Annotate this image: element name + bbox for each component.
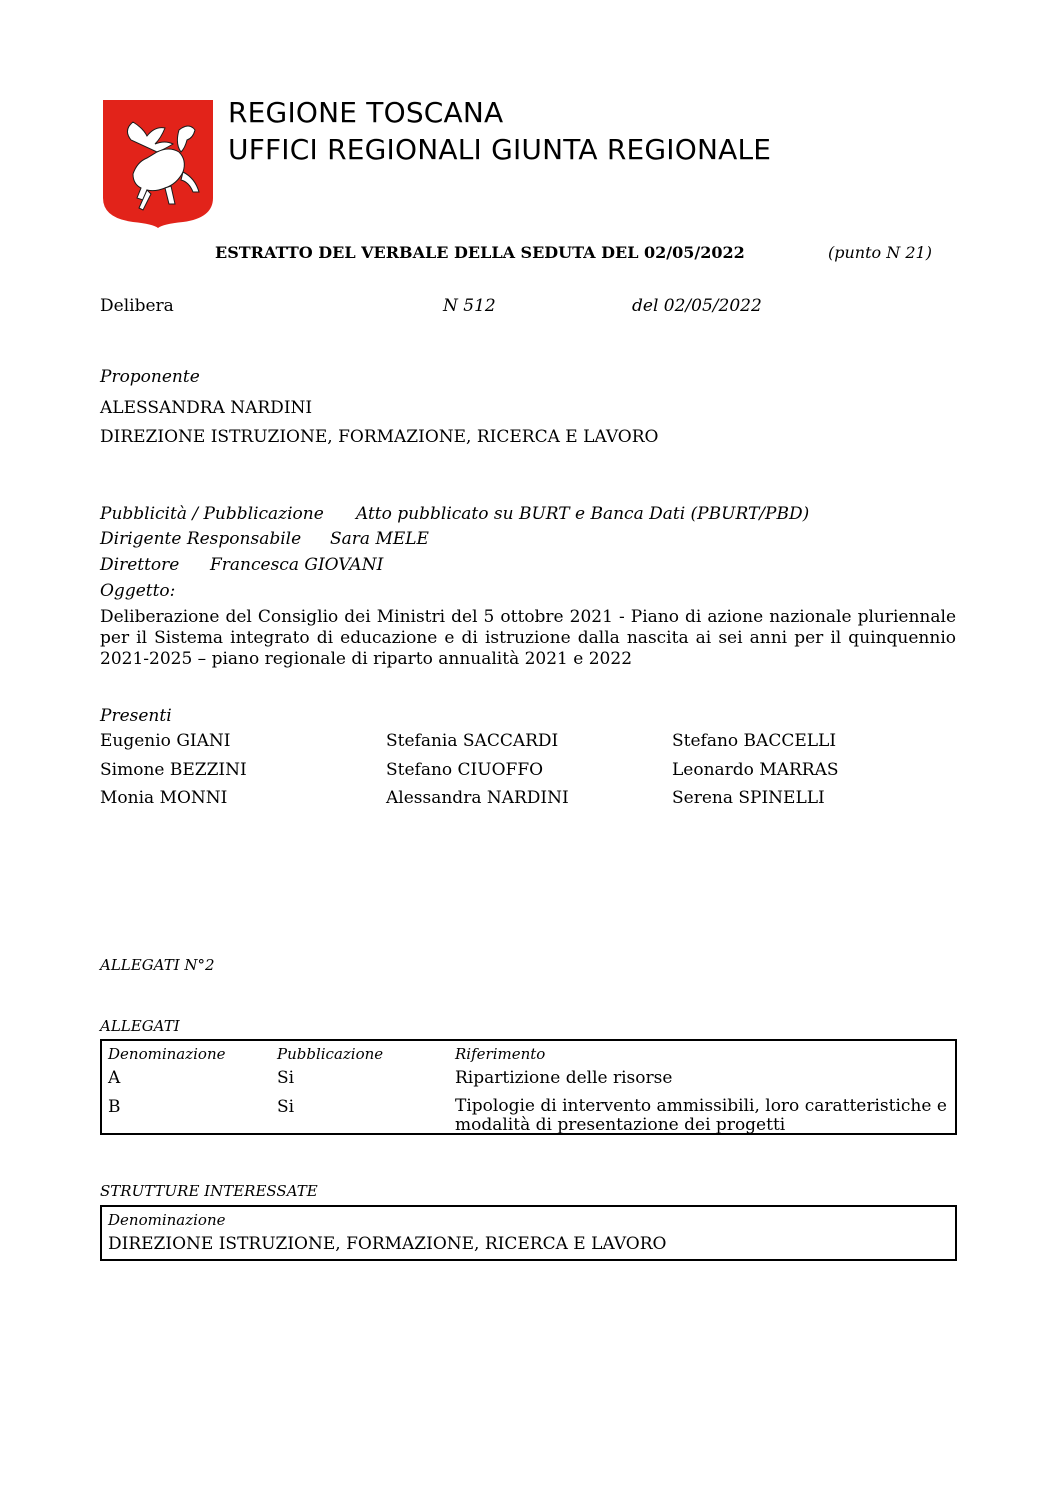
presenti-label: Presenti bbox=[100, 706, 172, 726]
oggetto-text: Deliberazione del Consiglio dei Ministri del 5 ottobre 2021 - Piano di azione nazionale pluriennale per il Sistema integrato di educazione e di istruzione dalla nascita ai sei anni per il quinquennio 2021-2025 – piano regionale di riparto annualità 2021 e 2022 bbox=[100, 607, 956, 669]
oggetto-label: Oggetto: bbox=[100, 581, 176, 601]
presente-name: Simone BEZZINI bbox=[100, 760, 247, 780]
presente-name: Stefania SACCARDI bbox=[386, 731, 559, 751]
header-region: REGIONE TOSCANA bbox=[228, 96, 504, 129]
column-header: Pubblicazione bbox=[277, 1045, 384, 1063]
regione-toscana-logo bbox=[103, 100, 213, 228]
column-header: Denominazione bbox=[108, 1211, 226, 1229]
estratto-title: ESTRATTO DEL VERBALE DELLA SEDUTA DEL 02/05/2022 bbox=[215, 243, 745, 262]
delibera-number: N 512 bbox=[443, 296, 496, 316]
direttore-value: Francesca GIOVANI bbox=[210, 555, 384, 575]
presente-name: Serena SPINELLI bbox=[672, 788, 825, 808]
delibera-label: Delibera bbox=[100, 296, 174, 316]
allegati-table bbox=[100, 1039, 957, 1135]
column-header: Denominazione bbox=[108, 1045, 226, 1063]
dirigente-value: Sara MELE bbox=[330, 529, 429, 549]
allegati-label: ALLEGATI bbox=[100, 1017, 180, 1035]
punto-number: (punto N 21) bbox=[828, 243, 932, 262]
proponente-name: ALESSANDRA NARDINI bbox=[100, 398, 313, 418]
table-cell: DIREZIONE ISTRUZIONE, FORMAZIONE, RICERCA E LAVORO bbox=[108, 1234, 667, 1254]
strutture-label: STRUTTURE INTERESSATE bbox=[100, 1182, 318, 1200]
presente-name: Stefano CIUOFFO bbox=[386, 760, 544, 780]
presente-name: Monia MONNI bbox=[100, 788, 228, 808]
table-cell: Tipologie di intervento ammissibili, loro caratteristiche e modalità di presentazione dei progetti bbox=[455, 1096, 947, 1135]
presente-name: Eugenio GIANI bbox=[100, 731, 231, 751]
dirigente-label: Dirigente Responsabile bbox=[100, 529, 302, 549]
proponente-direzione: DIREZIONE ISTRUZIONE, FORMAZIONE, RICERCA E LAVORO bbox=[100, 427, 659, 447]
pegasus-icon bbox=[103, 100, 213, 228]
delibera-date: del 02/05/2022 bbox=[632, 296, 762, 316]
pubblicita-label: Pubblicità / Pubblicazione bbox=[100, 504, 324, 524]
proponente-label: Proponente bbox=[100, 367, 200, 387]
header-offices: UFFICI REGIONALI GIUNTA REGIONALE bbox=[228, 133, 772, 166]
table-cell: Si bbox=[277, 1097, 295, 1117]
presente-name: Alessandra NARDINI bbox=[386, 788, 569, 808]
allegati-count: ALLEGATI N°2 bbox=[100, 956, 215, 974]
table-cell: Si bbox=[277, 1068, 295, 1088]
direttore-label: Direttore bbox=[100, 555, 180, 575]
table-cell: Ripartizione delle risorse bbox=[455, 1068, 673, 1088]
table-cell: B bbox=[108, 1097, 121, 1117]
pubblicita-value: Atto pubblicato su BURT e Banca Dati (PBURT/PBD) bbox=[356, 504, 810, 524]
presente-name: Stefano BACCELLI bbox=[672, 731, 837, 751]
presente-name: Leonardo MARRAS bbox=[672, 760, 839, 780]
column-header: Riferimento bbox=[455, 1045, 546, 1063]
strutture-table bbox=[100, 1205, 957, 1261]
table-cell: A bbox=[108, 1068, 121, 1088]
